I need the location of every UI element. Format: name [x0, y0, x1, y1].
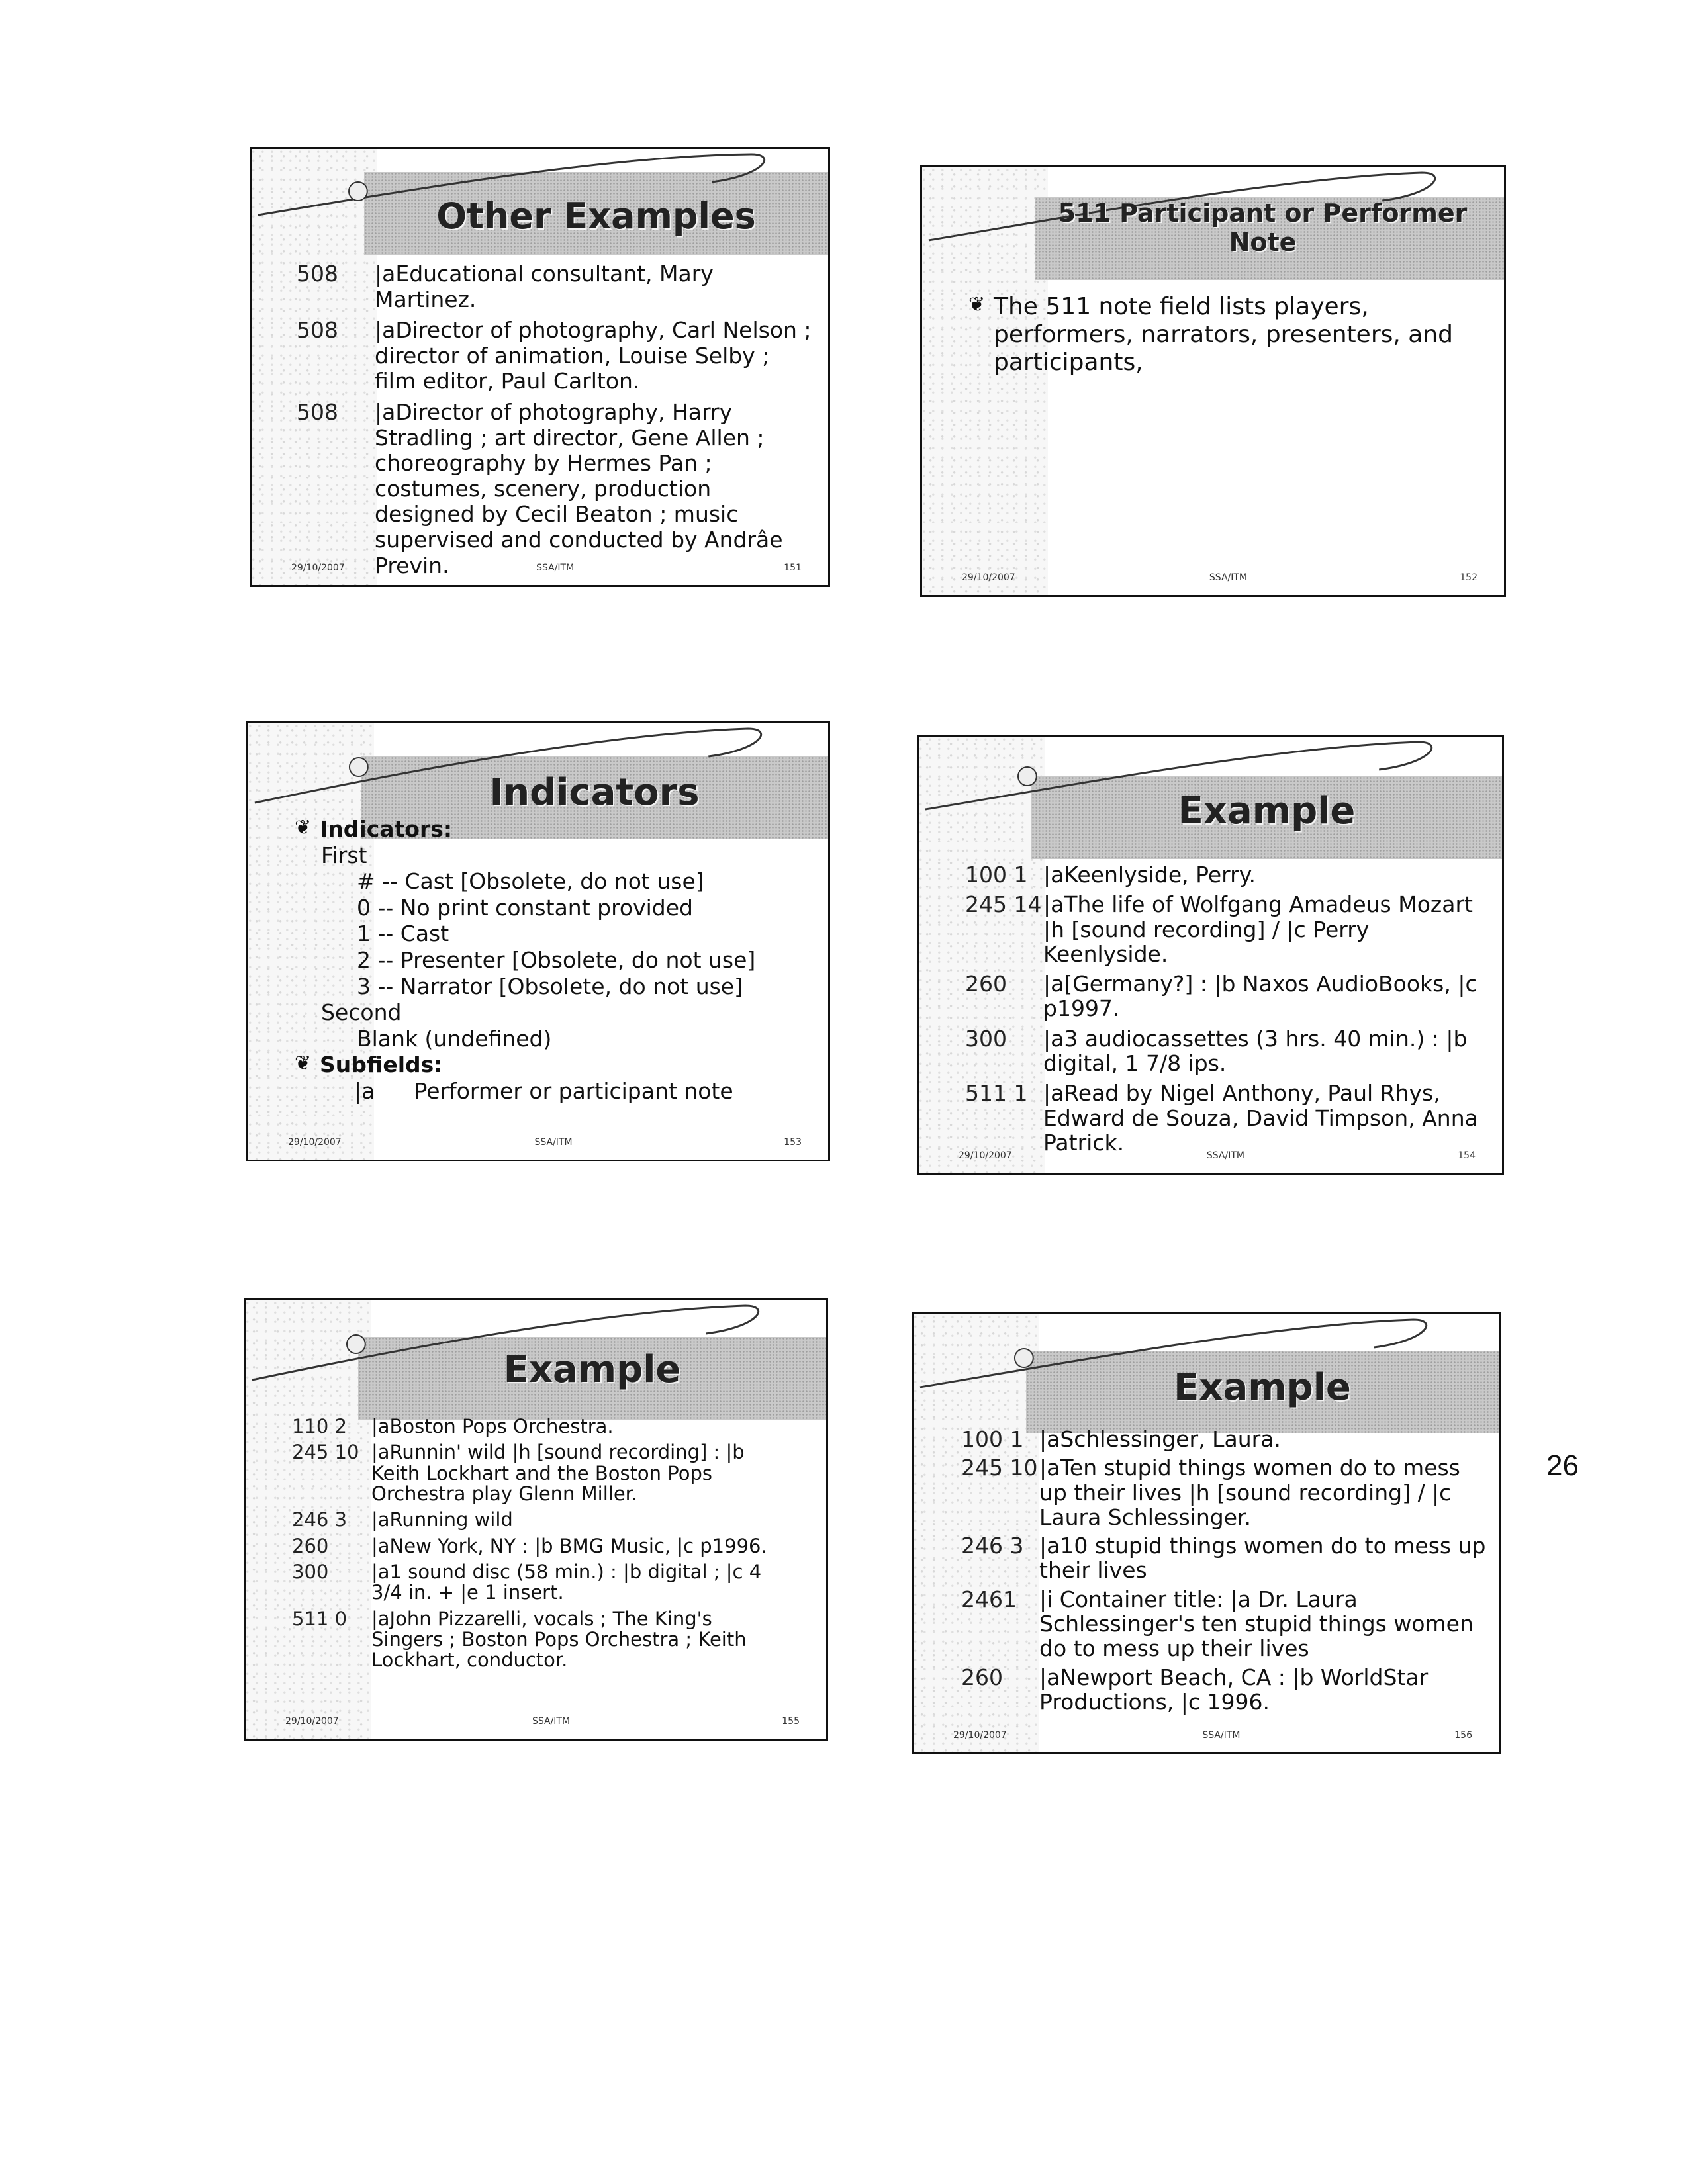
marc-record [297, 318, 813, 394]
marc-record [292, 1416, 775, 1437]
slide-title: Example [1174, 1366, 1351, 1409]
marc-record [292, 1609, 775, 1671]
footer-slide-number: 152 [1460, 572, 1477, 583]
subfield-code: |a [354, 1077, 375, 1104]
slide-title: Example [1178, 790, 1356, 833]
marc-tag: 110 2 [292, 1415, 348, 1437]
slide-title: Indicators [489, 771, 700, 814]
marc-tag: 260 [292, 1534, 329, 1557]
marc-text: |i Container title: |a Dr. Laura Schlessinger's ten stupid things women do to mess up their lives [1039, 1586, 1474, 1662]
footer-org: SSA/ITM [1206, 1150, 1244, 1161]
slide-body [295, 816, 824, 1105]
slide-title: Other Examples [436, 195, 756, 237]
slide-title: Example [503, 1348, 681, 1391]
marc-record [965, 1026, 1488, 1076]
footer-org: SSA/ITM [532, 1716, 571, 1727]
marc-record [292, 1442, 775, 1504]
marc-text: |aBoston Pops Orchestra. [371, 1415, 614, 1437]
bullet-text: The 511 note field lists players, performers, narrators, presenters, and participants, [994, 293, 1453, 377]
marc-tag: 508 [297, 261, 338, 287]
indicator-value: 1 -- Cast [357, 921, 449, 947]
footer-date: 29/10/2007 [953, 1730, 1007, 1741]
indicator-value: # -- Cast [Obsolete, do not use] [357, 868, 704, 895]
marc-text: |aKeenlyside, Perry. [1043, 862, 1256, 887]
bullet-icon: ❦ [295, 1052, 312, 1075]
slide-body [965, 862, 1488, 1155]
footer-org: SSA/ITM [536, 563, 575, 573]
bullet-item [295, 1052, 824, 1078]
indicators-label: Indicators: [320, 816, 453, 842]
slide-footer [288, 1134, 802, 1148]
indicator-value: 2 -- Presenter [Obsolete, do not use] [357, 946, 756, 973]
slide-footer [959, 1148, 1476, 1161]
slide-155 [244, 1298, 828, 1741]
marc-record [292, 1510, 775, 1530]
bullet-item [295, 816, 824, 842]
page-number: 26 [1546, 1449, 1579, 1482]
bullet-item [968, 293, 1472, 377]
footer-date: 29/10/2007 [962, 572, 1015, 583]
marc-tag: 246 3 [961, 1533, 1024, 1559]
indicator-value: 0 -- No print constant provided [357, 894, 694, 921]
marc-text: |aRead by Nigel Anthony, Paul Rhys, Edward de Souza, David Timpson, Anna Patrick. [1043, 1080, 1478, 1156]
subfields-label: Subfields: [320, 1052, 443, 1078]
slide-title-line1: 511 Participant or Performer [1058, 199, 1468, 228]
marc-text: |aRunnin' wild |h [sound recording] : |b Keith Lockhart and the Boston Pops Orchestra play Glenn Miller. [371, 1441, 745, 1505]
marc-tag: 2461 [961, 1586, 1017, 1612]
footer-date: 29/10/2007 [959, 1150, 1012, 1161]
footer-org: SSA/ITM [1202, 1730, 1241, 1741]
marc-record [297, 400, 813, 578]
marc-tag: 511 0 [292, 1607, 348, 1630]
marc-record [292, 1562, 775, 1604]
marc-tag: 100 1 [961, 1426, 1024, 1452]
slide-footer [953, 1727, 1472, 1741]
marc-tag: 300 [292, 1560, 329, 1583]
marc-record [292, 1536, 775, 1557]
marc-record [965, 862, 1488, 887]
subfield-desc: Performer or participant note [414, 1077, 733, 1104]
slide-title-line2: Note [1229, 227, 1297, 257]
footer-date: 29/10/2007 [288, 1137, 342, 1148]
marc-tag: 260 [961, 1664, 1003, 1690]
indicator-value: 3 -- Narrator [Obsolete, do not use] [357, 973, 743, 999]
marc-tag: 245 14 [965, 891, 1042, 918]
marc-tag: 508 [297, 317, 338, 343]
marc-text: |aRunning wild [371, 1508, 513, 1531]
subfield-row [295, 1078, 824, 1105]
marc-text: |a10 stupid things women do to mess up their lives [1039, 1533, 1486, 1584]
footer-slide-number: 156 [1454, 1730, 1472, 1741]
footer-slide-number: 151 [784, 563, 802, 573]
footer-date: 29/10/2007 [285, 1716, 339, 1727]
slide-body [292, 1416, 775, 1670]
marc-text: |aSchlessinger, Laura. [1039, 1426, 1281, 1452]
marc-tag: 508 [297, 399, 338, 426]
second-indicator-label: Second [321, 999, 402, 1026]
marc-tag: 260 [965, 971, 1007, 997]
marc-text: |aNewport Beach, CA : |b WorldStar Productions, |c 1996. [1039, 1664, 1429, 1715]
marc-record [961, 1427, 1491, 1451]
marc-record [297, 261, 813, 312]
marc-tag: 245 10 [961, 1455, 1038, 1481]
slide-156 [912, 1312, 1501, 1754]
marc-text: |aTen stupid things women do to mess up their lives |h [sound recording] / |c Laura Schlessinger. [1039, 1455, 1460, 1530]
indicator-value: Blank (undefined) [357, 1025, 552, 1052]
marc-text: |a[Germany?] : |b Naxos AudioBooks, |c p1997. [1043, 971, 1477, 1022]
marc-text: |aThe life of Wolfgang Amadeus Mozart |h [sound recording] / |c Perry Keenlyside. [1043, 891, 1473, 967]
marc-text: |aDirector of photography, Harry Stradling ; art director, Gene Allen ; choreography by Hermes Pan ; costumes, scenery, production designed by Cecil Beaton ; music supervised and conducted by Andrâe Previn. [375, 399, 783, 578]
marc-text: |aDirector of photography, Carl Nelson ; director of animation, Louise Selby ; film editor, Paul Carlton. [375, 317, 812, 394]
slide-title [1021, 199, 1504, 257]
marc-text: |aJohn Pizzarelli, vocals ; The King's Singers ; Boston Pops Orchestra ; Keith Lockhart, conductor. [371, 1607, 747, 1672]
footer-org: SSA/ITM [534, 1137, 573, 1148]
marc-tag: 245 10 [292, 1441, 359, 1464]
marc-record [965, 1081, 1488, 1155]
marc-tag: 246 3 [292, 1508, 348, 1531]
slide-footer [291, 560, 802, 573]
marc-record [961, 1587, 1491, 1661]
marc-text: |aEducational consultant, Mary Martinez. [375, 261, 714, 312]
slide-body [968, 293, 1472, 377]
marc-tag: 100 1 [965, 862, 1028, 887]
footer-slide-number: 154 [1458, 1150, 1476, 1161]
marc-text: |aNew York, NY : |b BMG Music, |c p1996. [371, 1534, 767, 1557]
slide-body [297, 261, 813, 578]
footer-date: 29/10/2007 [291, 563, 345, 573]
slide-footer [962, 570, 1477, 583]
marc-text: |a1 sound disc (58 min.) : |b digital ; |c 4 3/4 in. + |e 1 insert. [371, 1560, 762, 1604]
footer-slide-number: 153 [784, 1137, 802, 1148]
marc-record [961, 1455, 1491, 1529]
bullet-icon: ❦ [968, 293, 986, 316]
marc-record [965, 972, 1488, 1021]
slide-152 [920, 165, 1506, 597]
slide-153 [246, 721, 830, 1161]
footer-slide-number: 155 [782, 1716, 800, 1727]
bullet-icon: ❦ [295, 816, 312, 839]
slide-151 [250, 147, 830, 587]
marc-record [961, 1665, 1491, 1715]
slide-body [961, 1427, 1491, 1714]
slide-154 [917, 735, 1504, 1175]
marc-text: |a3 audiocassettes (3 hrs. 40 min.) : |b digital, 1 7/8 ips. [1043, 1025, 1468, 1076]
first-indicator-label: First [321, 842, 367, 868]
slide-footer [285, 1713, 800, 1727]
footer-org: SSA/ITM [1209, 572, 1247, 583]
marc-tag: 511 1 [965, 1080, 1028, 1107]
marc-record [965, 892, 1488, 966]
marc-tag: 300 [965, 1025, 1007, 1052]
marc-record [961, 1533, 1491, 1583]
